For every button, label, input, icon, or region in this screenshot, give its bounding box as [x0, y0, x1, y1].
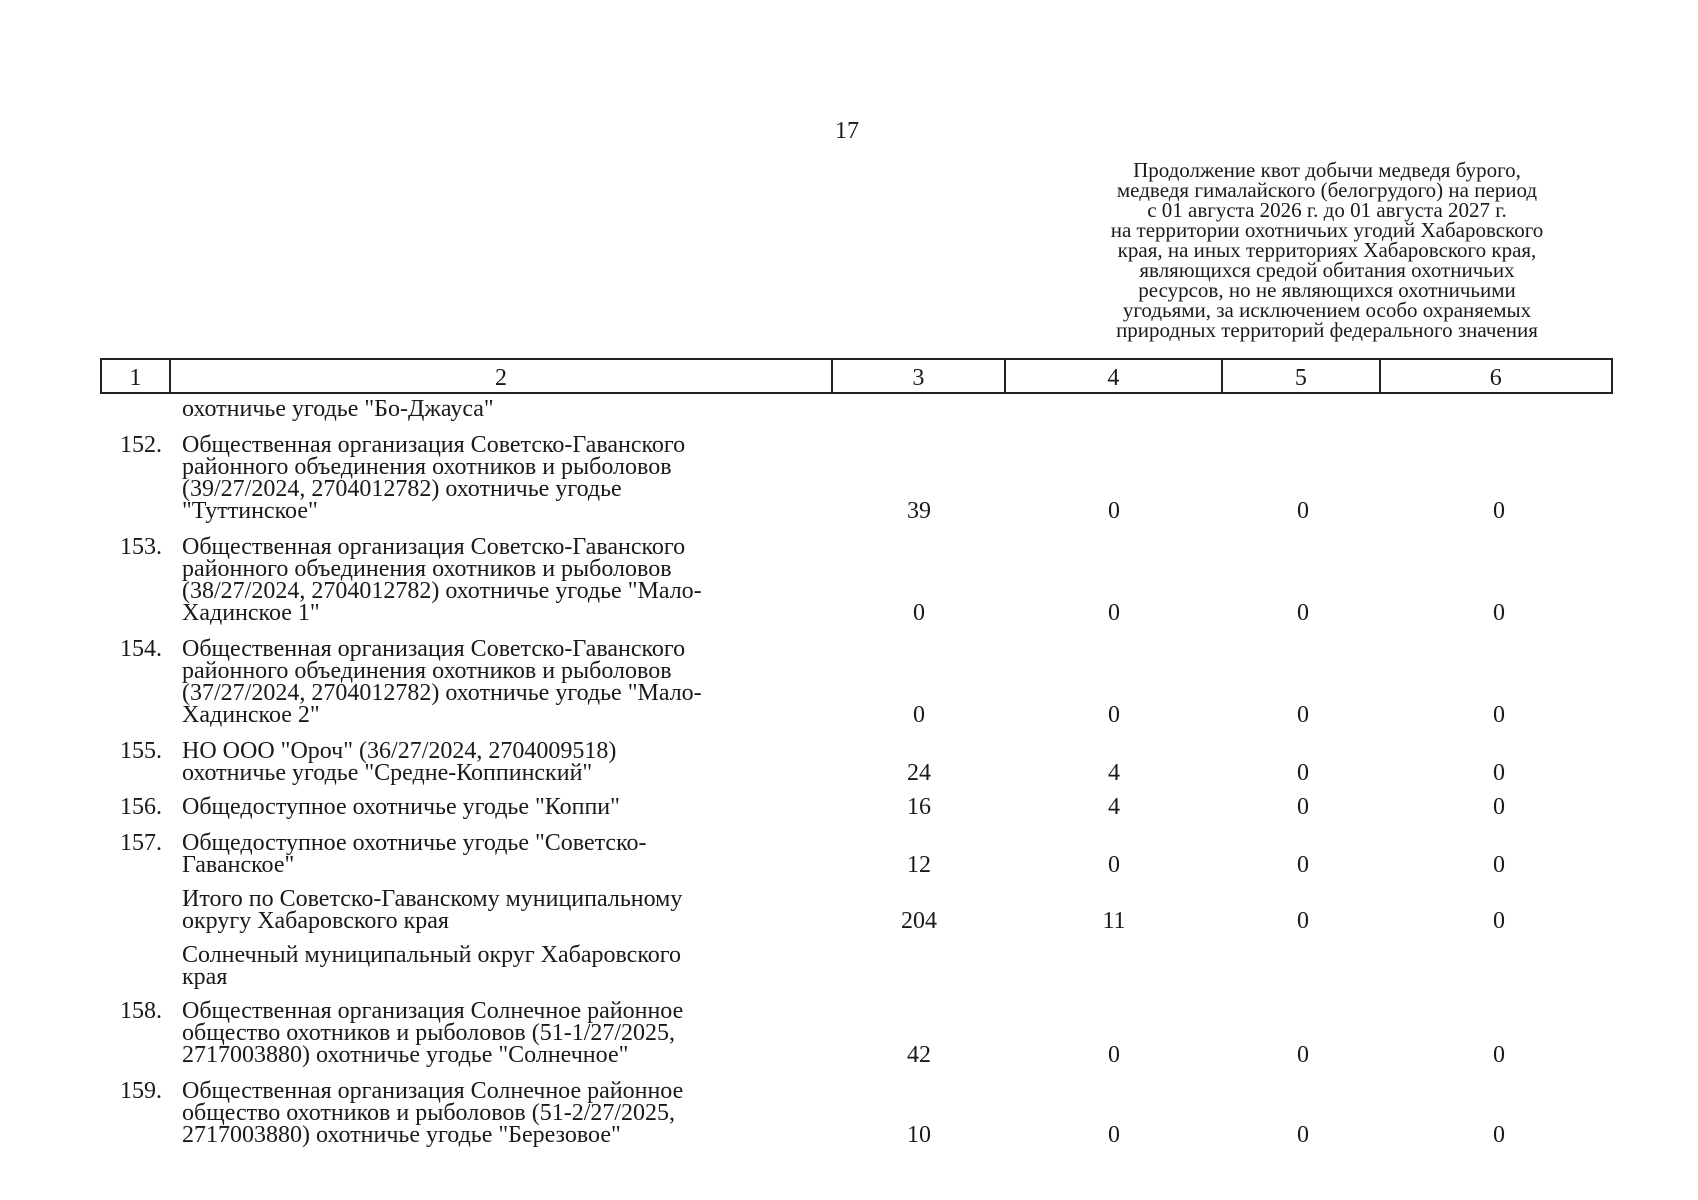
cell-col6: 0 — [1493, 702, 1505, 728]
cell-col3: 24 — [907, 760, 931, 786]
header-note-line: являющихся средой обитания охотничьих — [1139, 258, 1515, 282]
cell-col6: 0 — [1493, 600, 1505, 626]
header-note-line: на территории охотничьих угодий Хабаровского — [1110, 218, 1544, 242]
row-description: НО ООО "Ороч" (36/27/2024, 2704009518) охотничье угодье "Средне-Коппинский" — [182, 738, 617, 786]
cell-col3: 0 — [913, 600, 925, 626]
header-note — [1062, 160, 1592, 340]
column-header-1: 1 — [102, 360, 171, 394]
cell-col6: 0 — [1493, 1042, 1505, 1068]
row-description: Общедоступное охотничье угодье "Советско- Гаванское" — [182, 830, 647, 878]
row-description: Итого по Советско-Гаванскому муниципальному округу Хабаровского края — [182, 886, 683, 934]
cell-col4: 0 — [1108, 1042, 1120, 1068]
cell-col5: 0 — [1297, 794, 1309, 820]
continuation-text: охотничье угодье "Бо-Джауса" — [182, 396, 494, 422]
cell-col6: 0 — [1493, 760, 1505, 786]
page-number: 17 — [835, 118, 859, 144]
cell-col6: 0 — [1493, 1122, 1505, 1148]
cell-col6: 0 — [1493, 794, 1505, 820]
cell-col3: 16 — [907, 794, 931, 820]
cell-col3: 10 — [907, 1122, 931, 1148]
row-description: Общественная организация Советско-Гаванского районного объединения охотников и рыболовов (38/27/2024, 2704012782) охотничье угодье "Мало- Хадинское 1" — [182, 534, 702, 626]
table-column-header — [100, 358, 1613, 394]
cell-col6: 0 — [1493, 852, 1505, 878]
cell-col3: 42 — [907, 1042, 931, 1068]
row-number: 155. — [120, 738, 162, 764]
cell-col5: 0 — [1297, 1122, 1309, 1148]
header-note-line: с 01 августа 2026 г. до 01 августа 2027 г. — [1147, 198, 1507, 222]
cell-col4: 0 — [1108, 702, 1120, 728]
cell-col3: 12 — [907, 852, 931, 878]
cell-col5: 0 — [1297, 760, 1309, 786]
row-description: Общественная организация Советско-Гаванского районного объединения охотников и рыболовов (39/27/2024, 2704012782) охотничье угодье "Туттинское" — [182, 432, 686, 524]
header-note-line: Продолжение квот добычи медведя бурого, — [1133, 158, 1521, 182]
cell-col4: 0 — [1108, 600, 1120, 626]
header-note-line: медведя гималайского (белогрудого) на период — [1116, 178, 1538, 202]
row-description: Общедоступное охотничье угодье "Коппи" — [182, 794, 620, 820]
cell-col4: 4 — [1108, 794, 1120, 820]
cell-col5: 0 — [1297, 908, 1309, 934]
header-note-line: края, на иных территориях Хабаровского края, — [1117, 238, 1537, 262]
column-header-5: 5 — [1223, 360, 1381, 394]
cell-col4: 0 — [1108, 498, 1120, 524]
row-number: 157. — [120, 830, 162, 856]
column-header-3: 3 — [833, 360, 1006, 394]
row-number: 159. — [120, 1078, 162, 1104]
cell-col5: 0 — [1297, 1042, 1309, 1068]
column-header-2: 2 — [171, 360, 833, 394]
header-note-line: угодьями, за исключением особо охраняемых — [1122, 298, 1532, 322]
row-number: 156. — [120, 794, 162, 820]
cell-col5: 0 — [1297, 600, 1309, 626]
cell-col6: 0 — [1493, 498, 1505, 524]
header-note-line: природных территорий федерального значения — [1116, 318, 1538, 342]
column-header-4: 4 — [1006, 360, 1223, 394]
cell-col4: 11 — [1102, 908, 1126, 934]
cell-col5: 0 — [1297, 852, 1309, 878]
row-number: 158. — [120, 998, 162, 1024]
column-header-6: 6 — [1489, 365, 1502, 391]
row-number: 154. — [120, 636, 162, 662]
section-title: Солнечный муниципальный округ Хабаровского края — [182, 942, 682, 990]
row-description: Общественная организация Советско-Гаванского районного объединения охотников и рыболовов (37/27/2024, 2704012782) охотничье угодье "Мало- Хадинское 2" — [182, 636, 702, 728]
header-note-line: ресурсов, но не являющихся охотничьими — [1138, 278, 1516, 302]
cell-col5: 0 — [1297, 498, 1309, 524]
row-description: Общественная организация Солнечное районное общество охотников и рыболовов (51-2/27/2025, 2717003880) охотничье угодье "Березовое" — [182, 1078, 684, 1148]
row-number: 152. — [120, 432, 162, 458]
row-description: Общественная организация Солнечное районное общество охотников и рыболовов (51-1/27/2025, 2717003880) охотничье угодье "Солнечное" — [182, 998, 684, 1068]
cell-col3: 204 — [901, 908, 937, 934]
row-number: 153. — [120, 534, 162, 560]
cell-col4: 0 — [1108, 852, 1120, 878]
cell-col6: 0 — [1493, 908, 1505, 934]
cell-col4: 4 — [1108, 760, 1120, 786]
cell-col3: 39 — [907, 498, 931, 524]
cell-col4: 0 — [1108, 1122, 1120, 1148]
cell-col5: 0 — [1297, 702, 1309, 728]
cell-col3: 0 — [913, 702, 925, 728]
